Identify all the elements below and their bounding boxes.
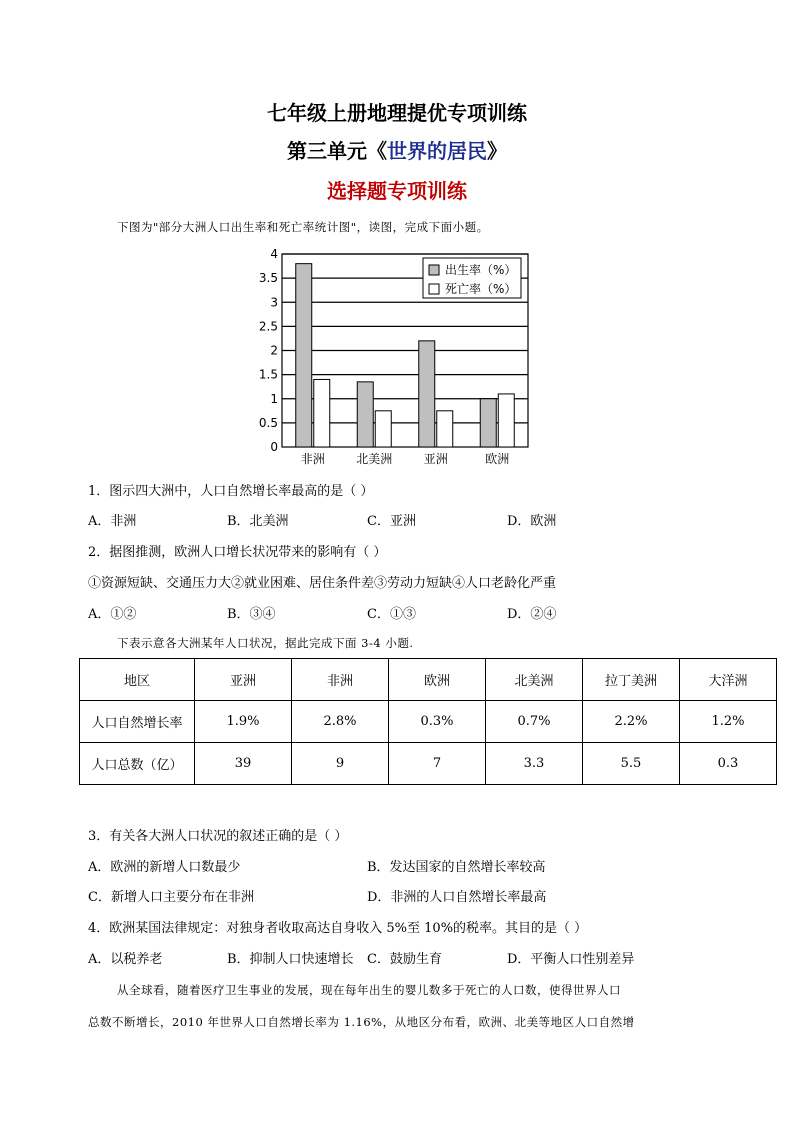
- unit-title-suffix: 》: [487, 139, 507, 163]
- chart-bar-birth-rate: [419, 341, 435, 447]
- q1-option-a[interactable]: A．非洲: [88, 514, 137, 529]
- chart-x-tick-label: 北美洲: [356, 452, 393, 466]
- table-cell: 39: [195, 743, 292, 785]
- unit-title-highlight: 世界的居民: [387, 139, 487, 163]
- q3-option-b[interactable]: B．发达国家的自然增长率较高: [367, 860, 546, 875]
- chart-x-tick-label: 欧洲: [485, 452, 510, 466]
- legend-label-birth-rate: 出生率（%）: [445, 263, 517, 277]
- table-cell: 0.3: [680, 743, 777, 785]
- unit-title: [0, 135, 794, 164]
- q4-stem: 4．欧洲某国法律规定：对独身者收取高达自身收入 5%至 10%的税率。其目的是（ ）: [88, 921, 588, 936]
- chart-bar-birth-rate: [480, 399, 496, 447]
- q3-option-a[interactable]: A．欧洲的新增人口数最少: [88, 860, 241, 875]
- chart-y-tick-label: 2: [270, 343, 278, 358]
- table-cell: 7: [389, 743, 486, 785]
- chart-y-tick-label: 1: [270, 391, 278, 406]
- unit-title-prefix: 第三单元《: [287, 139, 387, 163]
- paragraph-line-1: 从全球看，随着医疗卫生事业的发展，现在每年出生的婴儿数多于死亡的人口数，使得世界人口: [117, 983, 621, 997]
- q1-option-d[interactable]: D．欧洲: [507, 514, 557, 529]
- section-title: 选择题专项训练: [327, 179, 467, 203]
- q4-option-d[interactable]: D．平衡人口性别差异: [507, 952, 635, 967]
- q4-option-b[interactable]: B．抑制人口快速增长: [227, 952, 354, 967]
- chart-y-tick-label: 3: [270, 295, 278, 310]
- q4-option-c[interactable]: C．鼓励生育: [367, 952, 442, 967]
- table-header-cell: 欧洲: [389, 659, 486, 701]
- table-header-cell: 非洲: [292, 659, 389, 701]
- q2-option-b[interactable]: B．③④: [227, 607, 276, 622]
- q2-stem: 2．据图推测，欧洲人口增长状况带来的影响有（ ）: [88, 545, 387, 560]
- chart-y-tick-label: 2.5: [258, 319, 278, 334]
- population-table: [79, 658, 777, 785]
- q4-option-a[interactable]: A．以税养老: [88, 952, 163, 967]
- chart-y-tick-label: 1.5: [258, 367, 278, 382]
- q3-stem: 3．有关各大洲人口状况的叙述正确的是（ ）: [88, 829, 348, 844]
- q1-stem: 1．图示四大洲中，人口自然增长率最高的是（ ）: [88, 484, 374, 499]
- table-cell: 人口自然增长率: [80, 701, 195, 743]
- table-cell: 5.5: [583, 743, 680, 785]
- q2-statements: ①资源短缺、交通压力大②就业困难、居住条件差③劳动力短缺④人口老龄化严重: [88, 576, 557, 591]
- chart-y-tick-label: 0: [270, 440, 278, 454]
- q1-option-c[interactable]: C．亚洲: [367, 514, 416, 529]
- chart-y-tick-label: 3.5: [258, 271, 278, 286]
- table-cell: 0.3%: [389, 701, 486, 743]
- q3-option-d[interactable]: D．非洲的人口自然增长率最高: [367, 890, 547, 905]
- chart-bar-birth-rate: [296, 264, 312, 447]
- chart-intro: 下图为"部分大洲人口出生率和死亡率统计图"，读图，完成下面小题。: [117, 220, 489, 234]
- paragraph-line-2: 总数不断增长，2010 年世界人口自然增长率为 1.16%，从地区分布看，欧洲、北美等地区人口自然增: [88, 1015, 635, 1029]
- table-cell: 2.2%: [583, 701, 680, 743]
- table-cell: 1.2%: [680, 701, 777, 743]
- q1-option-b[interactable]: B．北美洲: [227, 514, 289, 529]
- table-header-cell: 地区: [80, 659, 195, 701]
- table-cell: 3.3: [486, 743, 583, 785]
- legend-swatch-death-rate: [429, 284, 439, 294]
- table-intro: 下表示意各大洲某年人口状况，据此完成下面 3-4 小题.: [117, 636, 414, 650]
- chart-x-tick-label: 亚洲: [423, 452, 448, 466]
- chart-y-tick-label: 4: [270, 247, 278, 261]
- table-header-cell: 大洋洲: [680, 659, 777, 701]
- chart-bar-death-rate: [498, 394, 514, 447]
- table-cell: 0.7%: [486, 701, 583, 743]
- table-header-cell: 拉丁美洲: [583, 659, 680, 701]
- q3-option-c[interactable]: C．新增人口主要分布在非洲: [88, 890, 254, 905]
- page-title: 七年级上册地理提优专项训练: [267, 101, 527, 125]
- chart-bar-death-rate: [437, 411, 453, 447]
- table-header-cell: 亚洲: [195, 659, 292, 701]
- table-header-cell: 北美洲: [486, 659, 583, 701]
- q2-option-c[interactable]: C．①③: [367, 607, 416, 622]
- legend-swatch-birth-rate: [429, 265, 439, 275]
- table-row: [80, 701, 777, 743]
- table-cell: 9: [292, 743, 389, 785]
- chart-bar-death-rate: [314, 379, 330, 447]
- q2-option-a[interactable]: A．①②: [88, 607, 137, 622]
- chart-bar-birth-rate: [357, 382, 373, 447]
- q2-option-d[interactable]: D．②④: [507, 607, 557, 622]
- table-row: [80, 743, 777, 785]
- table-cell: 2.8%: [292, 701, 389, 743]
- birth-death-rate-chart: [230, 240, 550, 470]
- table-header-row: [80, 659, 777, 701]
- legend-label-death-rate: 死亡率（%）: [445, 282, 517, 296]
- chart-bar-death-rate: [375, 411, 391, 447]
- table-cell: 1.9%: [195, 701, 292, 743]
- chart-y-tick-label: 0.5: [258, 415, 278, 430]
- chart-x-tick-label: 非洲: [300, 452, 325, 466]
- table-cell: 人口总数（亿）: [80, 743, 195, 785]
